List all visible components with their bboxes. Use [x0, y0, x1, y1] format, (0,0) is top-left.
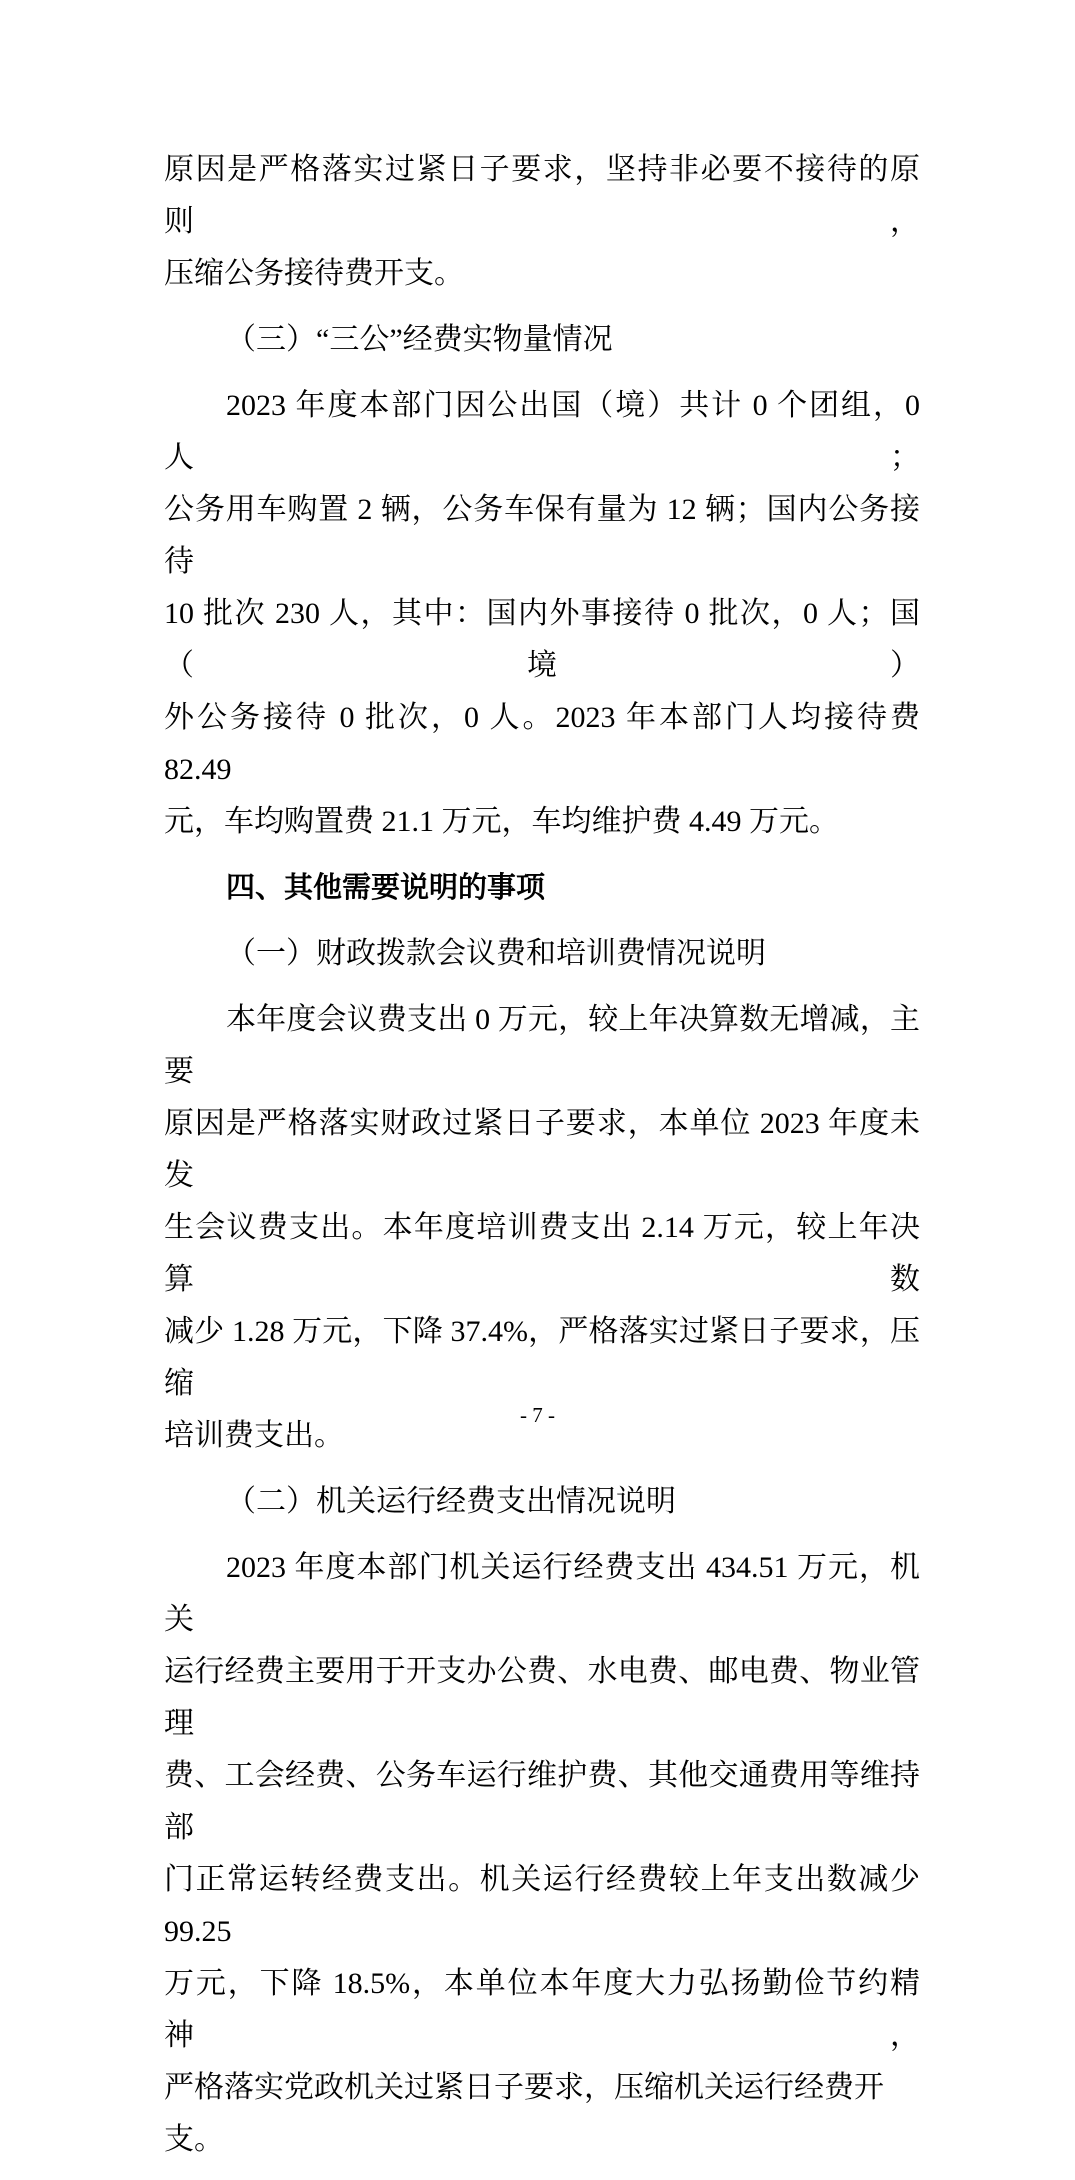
text-line: 万元，下降 18.5%，本单位本年度大力弘扬勤俭节约精神， — [164, 1967, 920, 2052]
paragraph-reception-reason-continued — [164, 144, 920, 300]
text-line: 门正常运转经费支出。机关运行经费较上年支出数减少 99.25 — [164, 1863, 920, 1948]
paragraph-meeting-training-details — [164, 994, 920, 1462]
text-line: 费、工会经费、公务车运行维护费、其他交通费用等维持部 — [164, 1759, 920, 1844]
heading-other-matters — [164, 862, 920, 914]
subheading-three-public-physical-quantities — [164, 314, 920, 366]
text-line: 原因是严格落实财政过紧日子要求，本单位 2023 年度未发 — [164, 1107, 920, 1192]
page-content — [164, 144, 920, 2180]
page-footer — [0, 1400, 1075, 1430]
text-line: 压缩公务接待费开支。 — [164, 257, 464, 290]
text-line: 外公务接待 0 批次，0 人。2023 年本部门人均接待费 82.49 — [164, 701, 920, 786]
subheading-meeting-training-fees — [164, 928, 920, 980]
text-line: 元，车均购置费 21.1 万元，车均维护费 4.49 万元。 — [164, 805, 839, 838]
text-line: 2023 年度本部门机关运行经费支出 434.51 万元，机关 — [164, 1551, 920, 1636]
text-line: 2023 年度本部门因公出国（境）共计 0 个团组，0 人； — [164, 389, 920, 474]
text-line: 减少 1.28 万元，下降 37.4%，严格落实过紧日子要求，压缩 — [164, 1315, 920, 1400]
text-line: （一）财政拨款会议费和培训费情况说明 — [226, 937, 766, 970]
text-line: 生会议费支出。本年度培训费支出 2.14 万元，较上年决算数 — [164, 1211, 920, 1296]
text-line: 严格落实党政机关过紧日子要求，压缩机关运行经费开支。 — [164, 2071, 884, 2156]
subheading-agency-operating-expenses — [164, 1476, 920, 1528]
paragraph-three-public-details — [164, 380, 920, 848]
page-number: - 7 - — [520, 1403, 555, 1427]
text-line: （二）机关运行经费支出情况说明 — [226, 1485, 676, 1518]
text-line: 四、其他需要说明的事项 — [226, 872, 546, 904]
text-line: 原因是严格落实过紧日子要求，坚持非必要不接待的原则， — [164, 153, 920, 238]
text-line: 运行经费主要用于开支办公费、水电费、邮电费、物业管理 — [164, 1655, 920, 1740]
text-line: 培训费支出。 — [164, 1419, 344, 1452]
text-line: 公务用车购置 2 辆，公务车保有量为 12 辆；国内公务接待 — [164, 493, 920, 578]
text-line: 本年度会议费支出 0 万元，较上年决算数无增减，主要 — [164, 1003, 920, 1088]
paragraph-agency-operating-details — [164, 1542, 920, 2166]
text-line: 10 批次 230 人，其中：国内外事接待 0 批次，0 人；国（境） — [164, 597, 920, 682]
text-line: （三）“三公”经费实物量情况 — [226, 323, 613, 356]
